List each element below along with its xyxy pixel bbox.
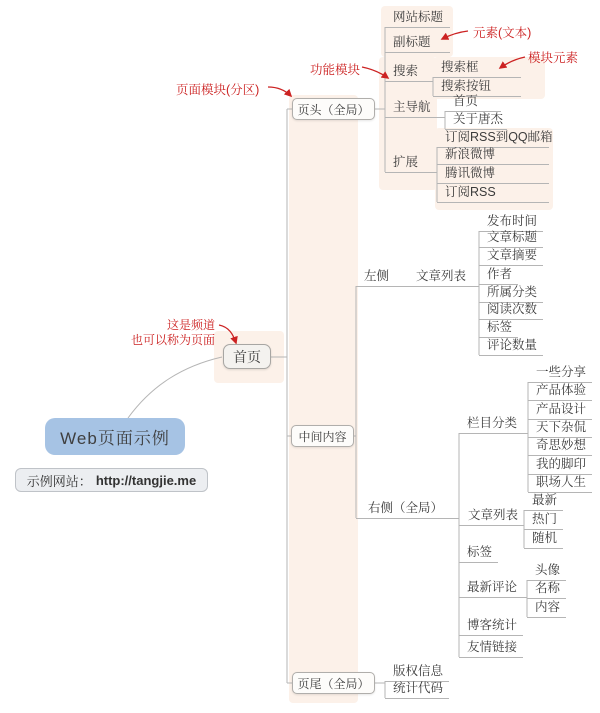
- node-cat-product-design: 产品设计: [528, 402, 592, 420]
- node-list-hot: 热门: [524, 512, 563, 530]
- node-extend-rss-qq: 订阅RSS到QQ邮箱: [437, 130, 549, 148]
- section-header: 页头（全局）: [292, 98, 375, 120]
- node-field-tags: 标签: [479, 320, 518, 338]
- node-field-category: 所属分类: [479, 285, 543, 303]
- annotation-arrow-channel-note: [219, 325, 236, 343]
- node-comment-content: 内容: [527, 600, 566, 618]
- node-field-summary: 文章摘要: [479, 248, 543, 266]
- node-cat-world-talk: 天下杂侃: [528, 420, 592, 438]
- node-nav-home: 首页: [445, 94, 501, 112]
- node-cat-career: 职场人生: [528, 475, 592, 493]
- section-middle: 中间内容: [291, 425, 354, 447]
- site-url-prefix: 示例网站：: [26, 473, 92, 489]
- annotation-element-text: 元素(文本): [473, 26, 532, 40]
- site-url-value: http://tangjie.me: [95, 472, 197, 488]
- node-search: 搜索: [385, 64, 433, 82]
- node-extend: 扩展: [385, 155, 437, 173]
- annotation-page-module: 页面模块(分区): [176, 83, 260, 97]
- annotation-func-module: 功能模块: [310, 63, 361, 77]
- node-field-pubtime: 发布时间: [479, 214, 543, 232]
- node-sub-title: 副标题: [385, 35, 450, 53]
- annotation-channel-note-line2: 也可以称为页面: [130, 333, 215, 347]
- channel-node-home: 首页: [223, 344, 271, 369]
- site-url-label: [15, 468, 208, 492]
- node-list-random: 随机: [524, 531, 563, 549]
- node-list-latest: 最新: [524, 493, 563, 511]
- node-site-title: 网站标题: [385, 10, 450, 28]
- annotation-module-element: 模块元素: [528, 51, 579, 65]
- node-left-side: 左侧: [356, 269, 402, 287]
- node-copyright: 版权信息: [385, 664, 449, 682]
- annotation-channel-note: [110, 318, 215, 348]
- node-cat-share: 一些分享: [528, 365, 592, 383]
- node-right-article-list: 文章列表: [459, 508, 524, 526]
- node-right-side: 右侧（全局）: [356, 501, 459, 519]
- node-left-article-list: 文章列表: [402, 269, 479, 287]
- node-comment-avatar: 头像: [527, 563, 566, 581]
- node-cat-footprints: 我的脚印: [528, 457, 592, 475]
- node-categories: 栏目分类: [459, 416, 528, 434]
- node-latest-comments: 最新评论: [459, 580, 527, 598]
- node-friend-links: 友情链接: [459, 640, 523, 658]
- node-search-button: 搜索按钮: [433, 79, 521, 97]
- section-footer: 页尾（全局）: [292, 672, 375, 694]
- node-field-readcount: 阅读次数: [479, 302, 543, 320]
- node-stats-code: 统计代码: [385, 681, 449, 699]
- node-field-author: 作者: [479, 267, 518, 285]
- node-search-box: 搜索框: [433, 60, 521, 78]
- node-extend-rss: 订阅RSS: [437, 185, 549, 203]
- node-extend-tencent: 腾讯微博: [437, 166, 549, 184]
- node-nav-about: 关于唐杰: [445, 112, 507, 130]
- node-cat-ideas: 奇思妙想: [528, 438, 592, 456]
- node-comment-name: 名称: [527, 581, 566, 599]
- node-cat-product-exp: 产品体验: [528, 383, 592, 401]
- node-field-title: 文章标题: [479, 230, 543, 248]
- root-node: Web页面示例: [45, 418, 185, 455]
- node-extend-sina: 新浪微博: [437, 147, 549, 165]
- annotation-arrow-page-module: [268, 87, 291, 96]
- annotation-channel-note-line1: 这是频道: [166, 318, 215, 332]
- node-blog-stats: 博客统计: [459, 618, 523, 636]
- node-right-tags: 标签: [459, 545, 498, 563]
- node-main-nav: 主导航: [385, 100, 445, 118]
- node-field-comments: 评论数量: [479, 338, 543, 356]
